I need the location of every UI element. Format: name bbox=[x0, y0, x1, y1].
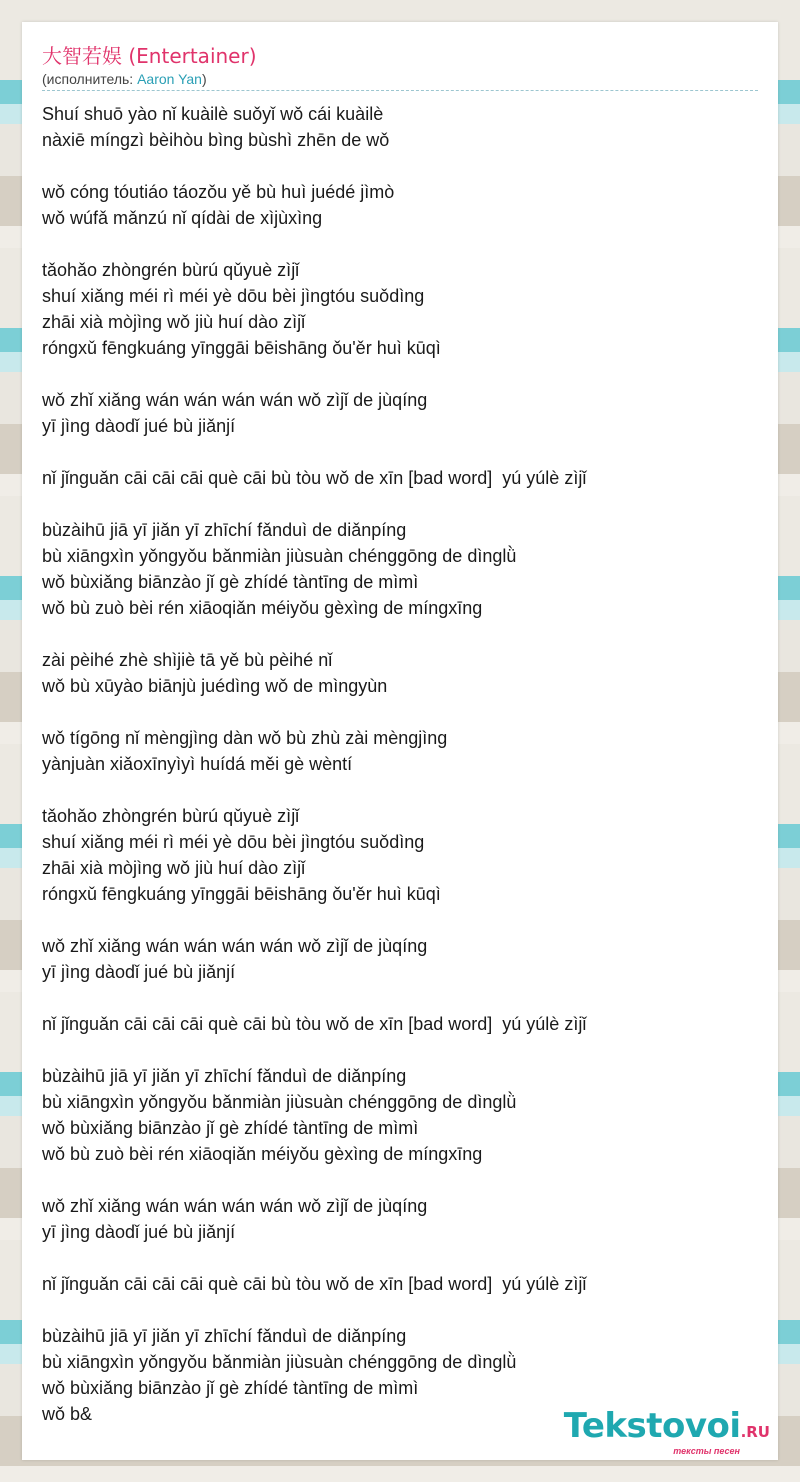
lyric-line: bùzàihū jiā yī jiǎn yī zhīchí fǎnduì de diǎnpíng bbox=[42, 520, 407, 540]
stanza-break bbox=[42, 621, 758, 647]
lyric-line: shuí xiǎng méi rì méi yè dōu bèi jìngtóu suǒdìng bbox=[42, 832, 425, 852]
logo-wordmark bbox=[564, 1408, 770, 1450]
lyric-line: wǒ zhǐ xiǎng wán wán wán wán wǒ zìjǐ de jùqíng bbox=[42, 1196, 428, 1216]
stanza-break bbox=[42, 699, 758, 725]
lyric-line: zài pèihé zhè shìjiè tā yě bù pèihé nǐ bbox=[42, 650, 333, 670]
lyric-line: wǒ cóng tóutiáo táozǒu yě bù huì juédé jìmò bbox=[42, 182, 395, 202]
lyric-line: wǒ bù zuò bèi rén xiāoqiǎn méiyǒu gèxìng de míngxīng bbox=[42, 598, 483, 618]
stanza-break bbox=[42, 907, 758, 933]
lyrics-body bbox=[42, 101, 758, 1427]
lyric-line: wǒ b& bbox=[42, 1404, 93, 1424]
lyric-line: bùzàihū jiā yī jiǎn yī zhīchí fǎnduì de diǎnpíng bbox=[42, 1066, 407, 1086]
lyric-line: yī jìng dàodǐ jué bù jiǎnjí bbox=[42, 962, 236, 982]
artist-byline bbox=[42, 70, 758, 91]
song-title: 大智若娱 (Entertainer) bbox=[42, 44, 257, 68]
artist-link[interactable]: Aaron Yan bbox=[137, 71, 202, 87]
lyric-line: zhāi xià mòjìng wǒ jiù huí dào zìjǐ bbox=[42, 858, 306, 878]
stanza-break bbox=[42, 491, 758, 517]
lyric-line: zhāi xià mòjìng wǒ jiù huí dào zìjǐ bbox=[42, 312, 306, 332]
lyric-line: tǎohǎo zhòngrén bùrú qǔyuè zìjǐ bbox=[42, 260, 300, 280]
lyric-line: róngxǔ fēngkuáng yīnggāi bēishāng ǒu'ěr huì kūqì bbox=[42, 884, 441, 904]
lyric-line: bù xiāngxìn yǒngyǒu bǎnmiàn jiùsuàn chénggōng de dìnglǜ bbox=[42, 1352, 517, 1372]
lyric-line: bùzàihū jiā yī jiǎn yī zhīchí fǎnduì de diǎnpíng bbox=[42, 1326, 407, 1346]
logo-tld: .RU bbox=[740, 1423, 770, 1441]
lyric-line: wǒ tígōng nǐ mèngjìng dàn wǒ bù zhù zài mèngjìng bbox=[42, 728, 448, 748]
lyric-line: wǒ bù xūyào biānjù juédìng wǒ de mìngyùn bbox=[42, 676, 388, 696]
lyric-line: nǐ jǐnguǎn cāi cāi cāi què cāi bù tòu wǒ de xīn [bad word] yú yúlè zìjǐ bbox=[42, 468, 587, 488]
logo-tagline: тексты песен bbox=[673, 1446, 740, 1456]
lyric-line: nàxiē míngzì bèihòu bìng bùshì zhēn de wǒ bbox=[42, 130, 390, 150]
stanza-break bbox=[42, 1037, 758, 1063]
stanza-break bbox=[42, 439, 758, 465]
lyric-line: yī jìng dàodǐ jué bù jiǎnjí bbox=[42, 1222, 236, 1242]
lyric-line: wǒ bùxiǎng biānzào jǐ gè zhídé tàntīng de mìmì bbox=[42, 572, 419, 592]
lyric-line: wǒ zhǐ xiǎng wán wán wán wán wǒ zìjǐ de jùqíng bbox=[42, 390, 428, 410]
lyric-line: wǒ bùxiǎng biānzào jǐ gè zhídé tàntīng de mìmì bbox=[42, 1118, 419, 1138]
lyric-line: bù xiāngxìn yǒngyǒu bǎnmiàn jiùsuàn chénggōng de dìnglǜ bbox=[42, 1092, 517, 1112]
lyric-line: nǐ jǐnguǎn cāi cāi cāi què cāi bù tòu wǒ de xīn [bad word] yú yúlè zìjǐ bbox=[42, 1014, 587, 1034]
byline-suffix: ) bbox=[201, 71, 207, 87]
stanza-break bbox=[42, 1297, 758, 1323]
stanza-break bbox=[42, 361, 758, 387]
byline-prefix: (исполнитель: bbox=[42, 71, 138, 87]
lyric-line: wǒ bùxiǎng biānzào jǐ gè zhídé tàntīng de mìmì bbox=[42, 1378, 419, 1398]
lyric-line: tǎohǎo zhòngrén bùrú qǔyuè zìjǐ bbox=[42, 806, 300, 826]
lyric-line: yī jìng dàodǐ jué bù jiǎnjí bbox=[42, 416, 236, 436]
lyric-line: yànjuàn xiǎoxīnyìyì huídá měi gè wèntí bbox=[42, 754, 353, 774]
lyric-line: róngxǔ fēngkuáng yīnggāi bēishāng ǒu'ěr huì kūqì bbox=[42, 338, 441, 358]
lyric-line: wǒ wúfǎ mǎnzú nǐ qídài de xìjùxìng bbox=[42, 208, 323, 228]
stanza-break bbox=[42, 1167, 758, 1193]
lyric-line: bù xiāngxìn yǒngyǒu bǎnmiàn jiùsuàn chénggōng de dìnglǜ bbox=[42, 546, 517, 566]
stanza-break bbox=[42, 1245, 758, 1271]
lyrics-card bbox=[22, 22, 778, 1460]
lyric-line: wǒ zhǐ xiǎng wán wán wán wán wǒ zìjǐ de jùqíng bbox=[42, 936, 428, 956]
site-logo[interactable] bbox=[564, 1408, 770, 1456]
stanza-break bbox=[42, 777, 758, 803]
stanza-break bbox=[42, 985, 758, 1011]
stanza-break bbox=[42, 153, 758, 179]
lyric-line: shuí xiǎng méi rì méi yè dōu bèi jìngtóu suǒdìng bbox=[42, 286, 425, 306]
logo-name: Tekstovoi bbox=[563, 1406, 741, 1446]
lyric-line: wǒ bù zuò bèi rén xiāoqiǎn méiyǒu gèxìng de míngxīng bbox=[42, 1144, 483, 1164]
lyric-line: nǐ jǐnguǎn cāi cāi cāi què cāi bù tòu wǒ de xīn [bad word] yú yúlè zìjǐ bbox=[42, 1274, 587, 1294]
stanza-break bbox=[42, 231, 758, 257]
lyric-line: Shuí shuō yào nǐ kuàilè suǒyǐ wǒ cái kuàilè bbox=[42, 104, 384, 124]
